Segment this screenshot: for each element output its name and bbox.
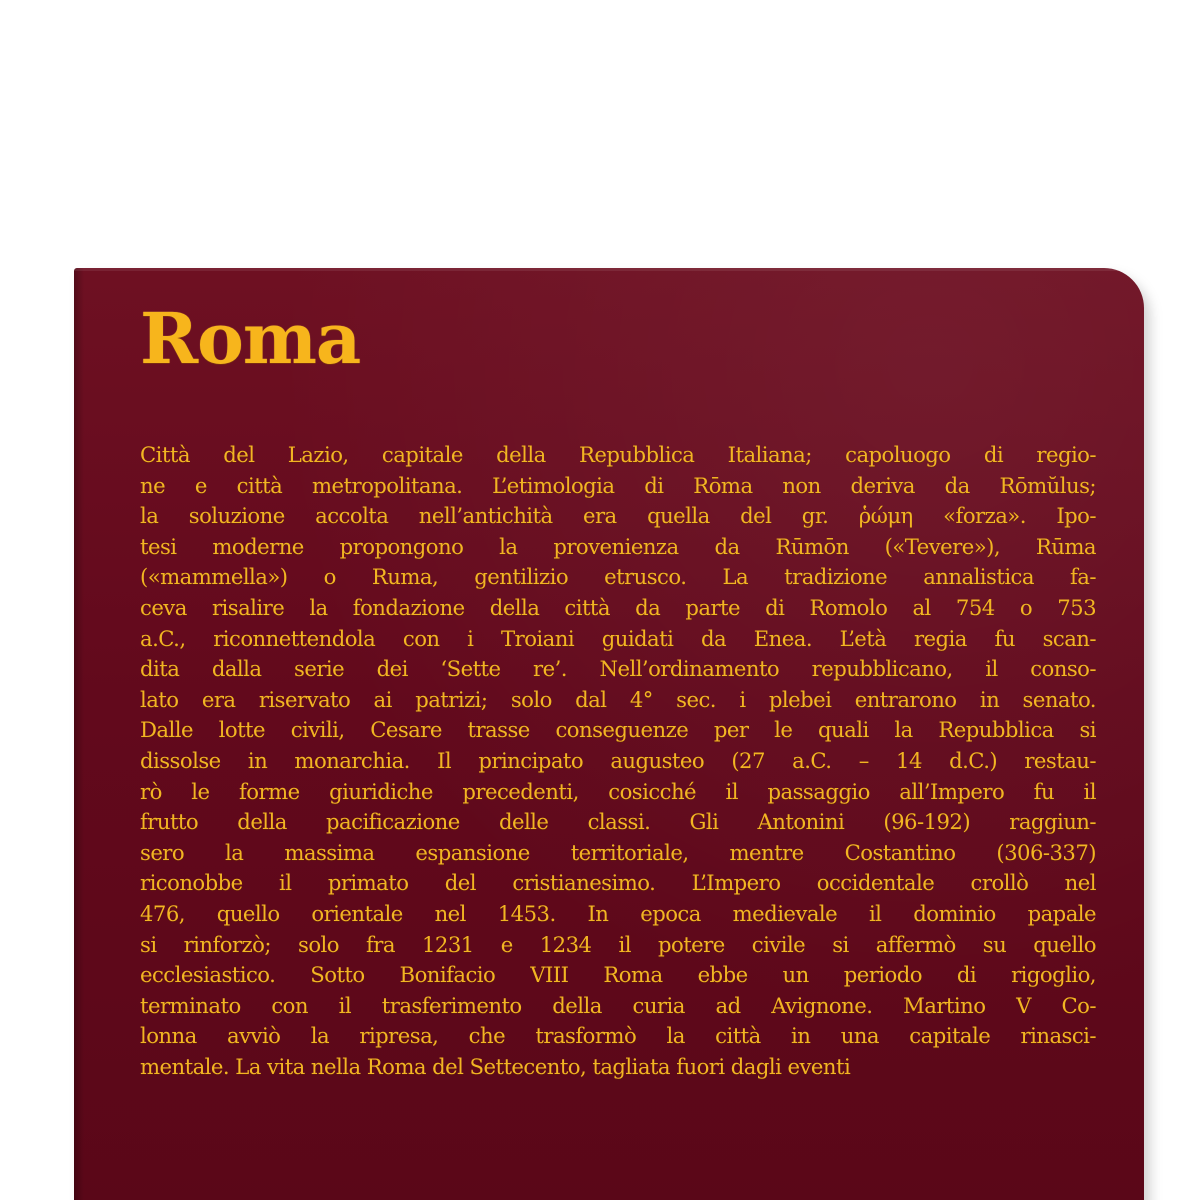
text-line: Città del Lazio, capitale della Repubblica Italiana; capoluogo di regio- (140, 442, 1096, 467)
text-line: lato era riservato ai patrizi; solo dal 4° sec. i plebei entrarono in senato. (140, 686, 1096, 712)
text-line: terminato con il trasferimento della curia ad Avignone. Martino V Co- (140, 992, 1096, 1018)
text-line: si rinforzò; solo fra 1231 e 1234 il potere civile si affermò su quello (140, 931, 1096, 957)
text-line: sero la massima espansione territoriale, mentre Costantino (306-337) (140, 839, 1096, 865)
text-line: lonna avviò la ripresa, che trasformò la città in una capitale rinasci- (140, 1023, 1096, 1049)
cover-body-text (140, 440, 1096, 1082)
text-line: ecclesiastico. Sotto Bonifacio VIII Roma ebbe un periodo di rigoglio, (140, 962, 1096, 988)
text-line: frutto della pacificazione delle classi. Gli Antonini (96-192) raggiun- (140, 809, 1096, 835)
text-line: tesi moderne propongono la provenienza da Rūmōn («Tevere»), Rūma (140, 533, 1096, 559)
text-line: Dalle lotte civili, Cesare trasse conseguenze per le quali la Repubblica si (140, 717, 1096, 743)
text-line: a.C., riconnettendola con i Troiani guidati da Enea. L’età regia fu scan- (140, 625, 1096, 651)
text-line: («mammella») o Ruma, gentilizio etrusco. La tradizione annalistica fa- (140, 564, 1096, 590)
text-line: rò le forme giuridiche precedenti, cosicché il passaggio all’Impero fu il (140, 778, 1096, 804)
cover-title: Roma (140, 297, 361, 380)
cover-top-edge (74, 268, 1144, 271)
text-line: ne e città metropolitana. L’etimologia di Rōma non deriva da Rōmŭlus; (140, 472, 1096, 498)
text-line: la soluzione accolta nell’antichità era quella del gr. ῥώμη «forza». Ipo- (140, 503, 1096, 529)
text-line: riconobbe il primato del cristianesimo. L’Impero occidentale crollò nel (140, 870, 1096, 896)
text-line: dita dalla serie dei ‘Sette re’. Nell’ordinamento repubblicano, il conso- (140, 656, 1096, 682)
text-line: ceva risalire la fondazione della città da parte di Romolo al 754 o 753 (140, 594, 1096, 620)
text-line: mentale. La vita nella Roma del Settecento, tagliata fuori dagli eventi (140, 1053, 851, 1079)
text-line: 476, quello orientale nel 1453. In epoca medievale il dominio papale (140, 900, 1096, 926)
text-line: dissolse in monarchia. Il principato augusteo (27 a.C. – 14 d.C.) restau- (140, 747, 1096, 773)
notebook-cover (74, 268, 1144, 1200)
cover-binding-edge (74, 268, 84, 1200)
